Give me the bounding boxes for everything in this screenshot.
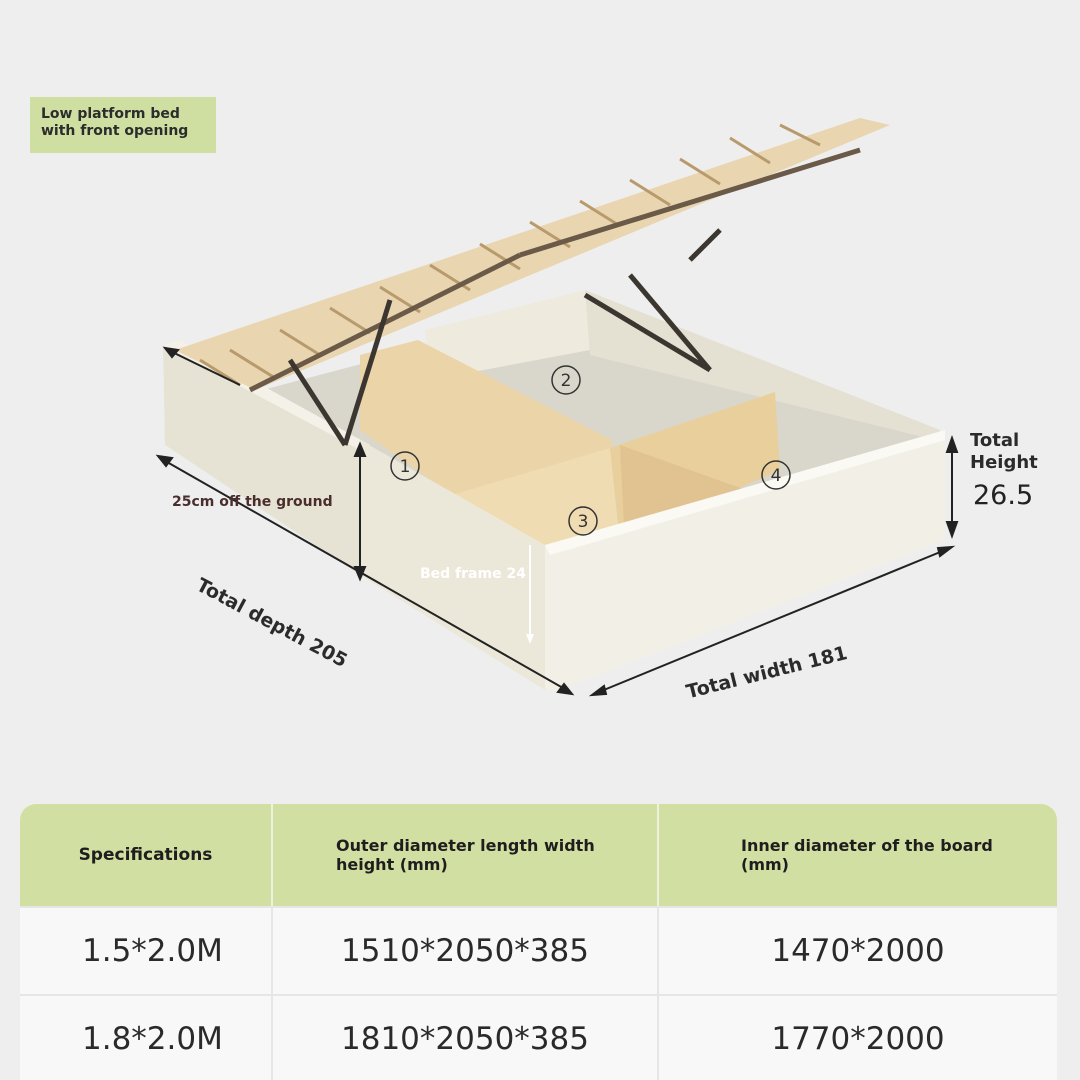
compartment-2-label: 2 bbox=[560, 371, 572, 391]
total-depth-annotation: Total depth 205 bbox=[192, 574, 351, 673]
bed-frame-annotation: Bed frame 24 bbox=[420, 566, 526, 582]
compartment-4-label: 4 bbox=[770, 466, 782, 486]
total-height-label: Total Height bbox=[970, 430, 1038, 473]
row-2-outer: 1810*2050*385 bbox=[271, 996, 657, 1080]
off-ground-annotation: 25cm off the ground bbox=[172, 494, 333, 510]
table-row bbox=[20, 994, 1057, 1080]
row-1-size: 1.5*2.0M bbox=[82, 933, 223, 969]
row-2-size: 1.8*2.0M bbox=[82, 1021, 223, 1057]
total-width-annotation: Total width 181 bbox=[684, 642, 850, 704]
total-height-value: 26.5 bbox=[973, 480, 1034, 511]
row-1-inner: 1470*2000 bbox=[657, 908, 1057, 994]
header-outer-diameter: Outer diameter length width height (mm) bbox=[271, 804, 657, 906]
compartment-3-label: 3 bbox=[577, 512, 589, 532]
badge-line-1: Low platform bed bbox=[41, 106, 180, 122]
row-2-inner: 1770*2000 bbox=[657, 996, 1057, 1080]
spec-table bbox=[20, 804, 1057, 1080]
table-row bbox=[20, 906, 1057, 994]
header-specifications: Specifications bbox=[78, 844, 213, 865]
row-1-outer: 1510*2050*385 bbox=[271, 908, 657, 994]
compartment-1-label: 1 bbox=[399, 457, 411, 477]
header-inner-diameter: Inner diameter of the board (mm) bbox=[657, 804, 1057, 906]
table-header-row bbox=[20, 804, 1057, 906]
badge-line-2: with front opening bbox=[41, 123, 189, 139]
